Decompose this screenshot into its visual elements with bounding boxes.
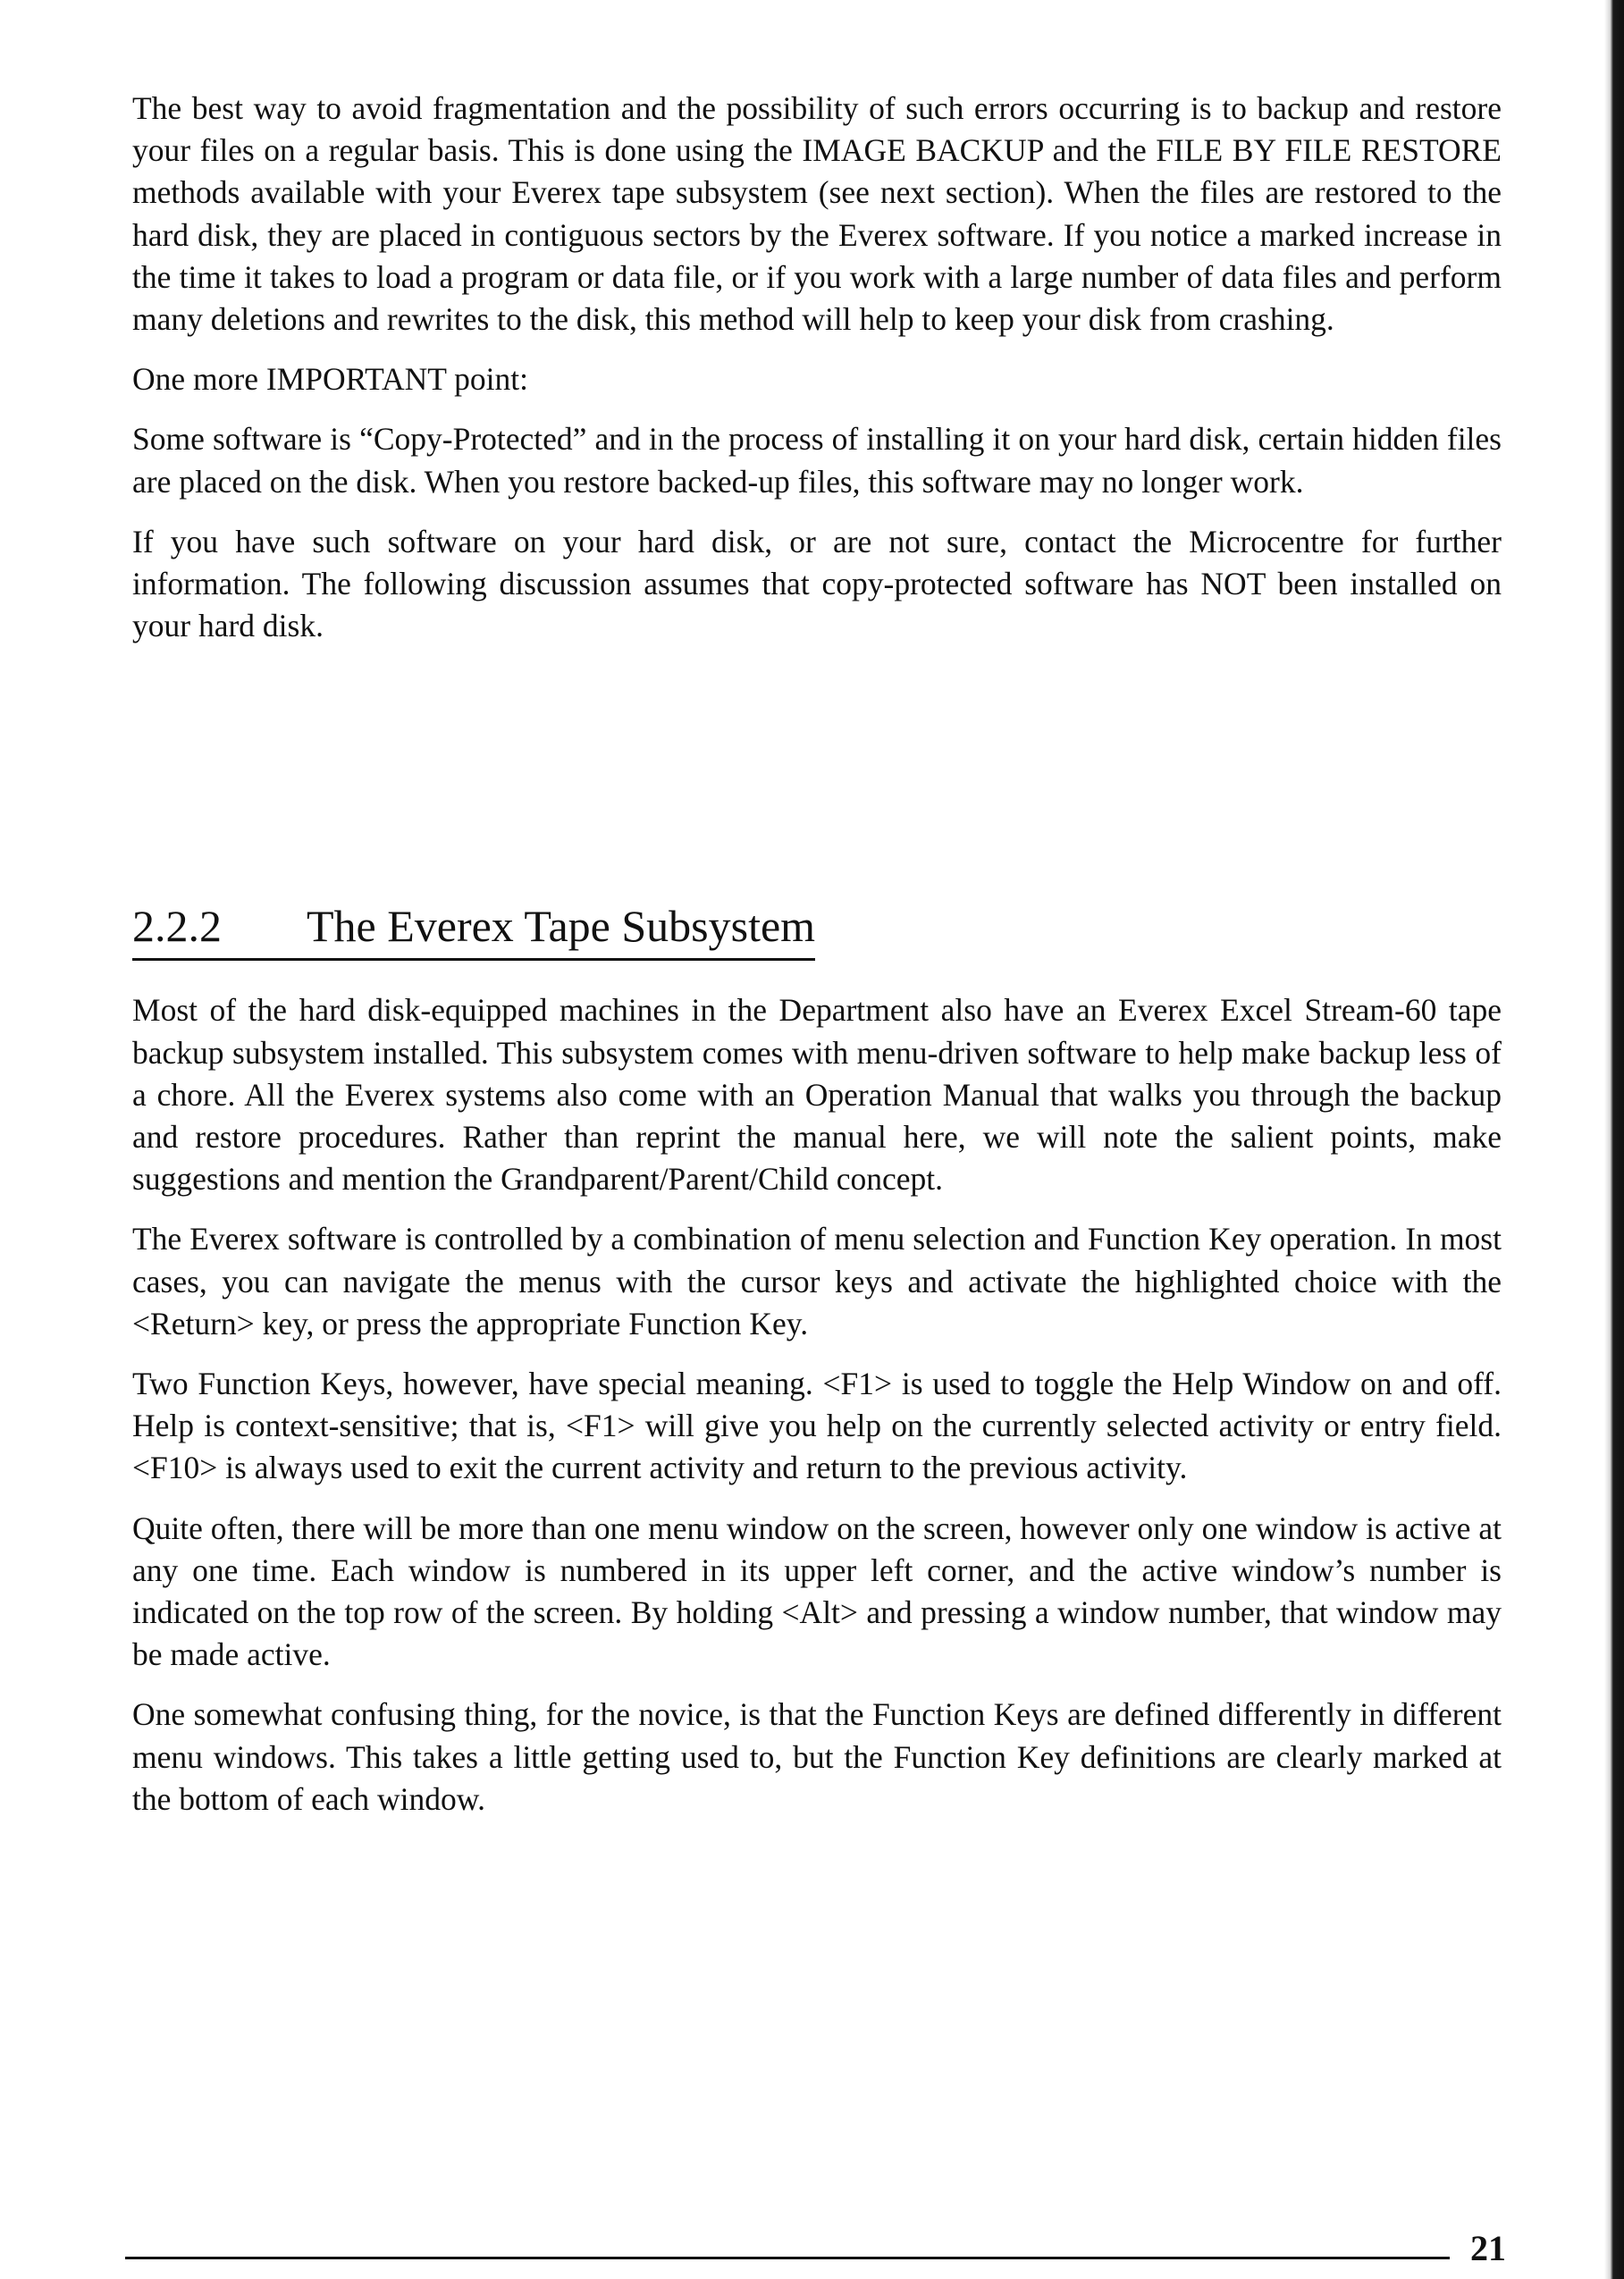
paragraph-important-point: One more IMPORTANT point: (132, 361, 529, 398)
section-spacer (132, 665, 1502, 899)
paragraph-menu-navigation: The Everex software is controlled by a combination of menu selection and Function Key operation. In most cases, you can navigate the menus with the cursor keys and activate the highlighted choice with the <Return> key, or press the appropriate Function Key. (132, 1221, 1502, 1341)
section-title: The Everex Tape Subsystem (307, 901, 816, 952)
section-heading-wrap (132, 899, 1502, 961)
section-heading (132, 899, 815, 961)
paragraph-menu-windows: Quite often, there will be more than one menu window on the screen, however only one window is active at any one time. Each window is numbered in its upper left corner, and the active window’s number is indicated on the top row of the screen. By holding <Alt> and pressing a window number, that window may be made active. (132, 1510, 1502, 1673)
paragraph-microcentre: If you have such software on your hard disk, or are not sure, contact the Microcentre for further information. The following discussion assumes that copy-protected software has NOT been installed on your hard disk. (132, 523, 1502, 644)
section-number: 2.2.2 (132, 901, 222, 952)
page-number: 21 (1470, 2228, 1506, 2268)
paragraph-fragmentation: The best way to avoid fragmentation and the possibility of such errors occurring is to backup and restore your files on a regular basis. This is done using the IMAGE BACKUP and the FILE BY FILE RESTORE methods available with your Everex tape subsystem (see next section). When the files are restored to the hard disk, they are placed in contiguous sectors by the Everex software. If you notice a marked increase in the time it takes to load a program or data file, or if you work with a large number of data files and perform many deletions and rewrites to the disk, this method will help to keep your disk from crashing. (132, 90, 1502, 338)
page-footer (125, 2228, 1506, 2268)
page-content (132, 88, 1502, 1838)
paragraph-key-definitions: One somewhat confusing thing, for the novice, is that the Function Keys are defined differently in different menu windows. This takes a little getting used to, but the Function Key definitions are clearly marked at the bottom of each window. (132, 1696, 1502, 1817)
paragraph-function-keys: Two Function Keys, however, have special meaning. <F1> is used to toggle the Help Window on and off. Help is context-sensitive; that is, <F1> will give you help on the currently selected activity or entry field. <F10> is always used to exit the current activity and return to the previous activity. (132, 1366, 1502, 1486)
paragraph-tape-subsystem-intro: Most of the hard disk-equipped machines in the Department also have an Everex Excel Stream-60 tape backup subsystem installed. This subsystem comes with menu-driven software to help make backup less of a chore. All the Everex systems also come with an Operation Manual that walks you through the backup and restore procedures. Rather than reprint the manual here, we will note the salient points, make suggestions and mention the Grandparent/Parent/Child concept. (132, 992, 1502, 1198)
page-binding-edge (1604, 0, 1624, 2279)
footer-rule (125, 2257, 1450, 2259)
paragraph-copy-protected: Some software is “Copy-Protected” and in the process of installing it on your hard disk, certain hidden files are placed on the disk. When you restore backed-up files, this software may no longer work. (132, 421, 1502, 500)
